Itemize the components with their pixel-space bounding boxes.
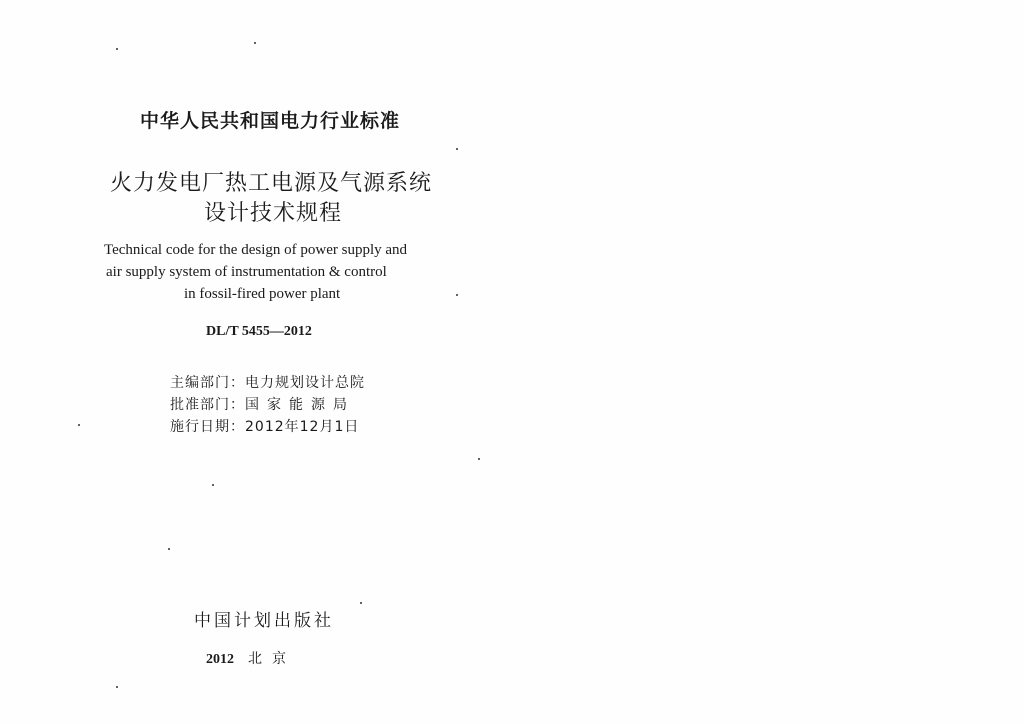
title-chinese-line-1: 火力发电厂热工电源及气源系统 [110, 171, 433, 196]
scan-speck [456, 148, 458, 150]
standard-code: DL/T 5455—2012 [206, 324, 312, 339]
scan-speck [78, 424, 80, 426]
title-english-line-2: air supply system of instrumentation & control [106, 264, 387, 280]
scan-speck [254, 42, 256, 44]
scan-speck [478, 458, 480, 460]
scan-speck [360, 602, 362, 604]
scan-speck [456, 294, 458, 296]
publication-year: 2012 [206, 652, 234, 667]
scan-speck [212, 484, 214, 486]
title-english-line-1: Technical code for the design of power supply and [104, 242, 408, 258]
approval-department-row [170, 394, 355, 414]
chief-editor-value: 电力规划设计总院 [245, 375, 365, 391]
title-english-line-3: in fossil-fired power plant [184, 286, 341, 302]
scan-speck [116, 686, 118, 688]
publisher-name: 中国计划出版社 [194, 611, 334, 631]
approval-department-label: 批准部门： [170, 397, 245, 413]
publication-city: 北京 [248, 651, 296, 667]
effective-date-label: 施行日期： [170, 419, 245, 435]
chief-editor-label: 主编部门： [170, 375, 245, 391]
industry-standard-heading: 中华人民共和国电力行业标准 [140, 110, 401, 132]
approval-department-value: 国家能源局 [245, 397, 355, 413]
effective-date-row [170, 416, 359, 436]
effective-date-value: 2012年12月1日 [245, 419, 360, 435]
publication-year-city [206, 648, 296, 668]
title-chinese-line-2: 设计技术规程 [204, 201, 343, 226]
scan-speck [168, 548, 170, 550]
chief-editor-row [170, 372, 365, 392]
scan-speck [116, 48, 118, 50]
